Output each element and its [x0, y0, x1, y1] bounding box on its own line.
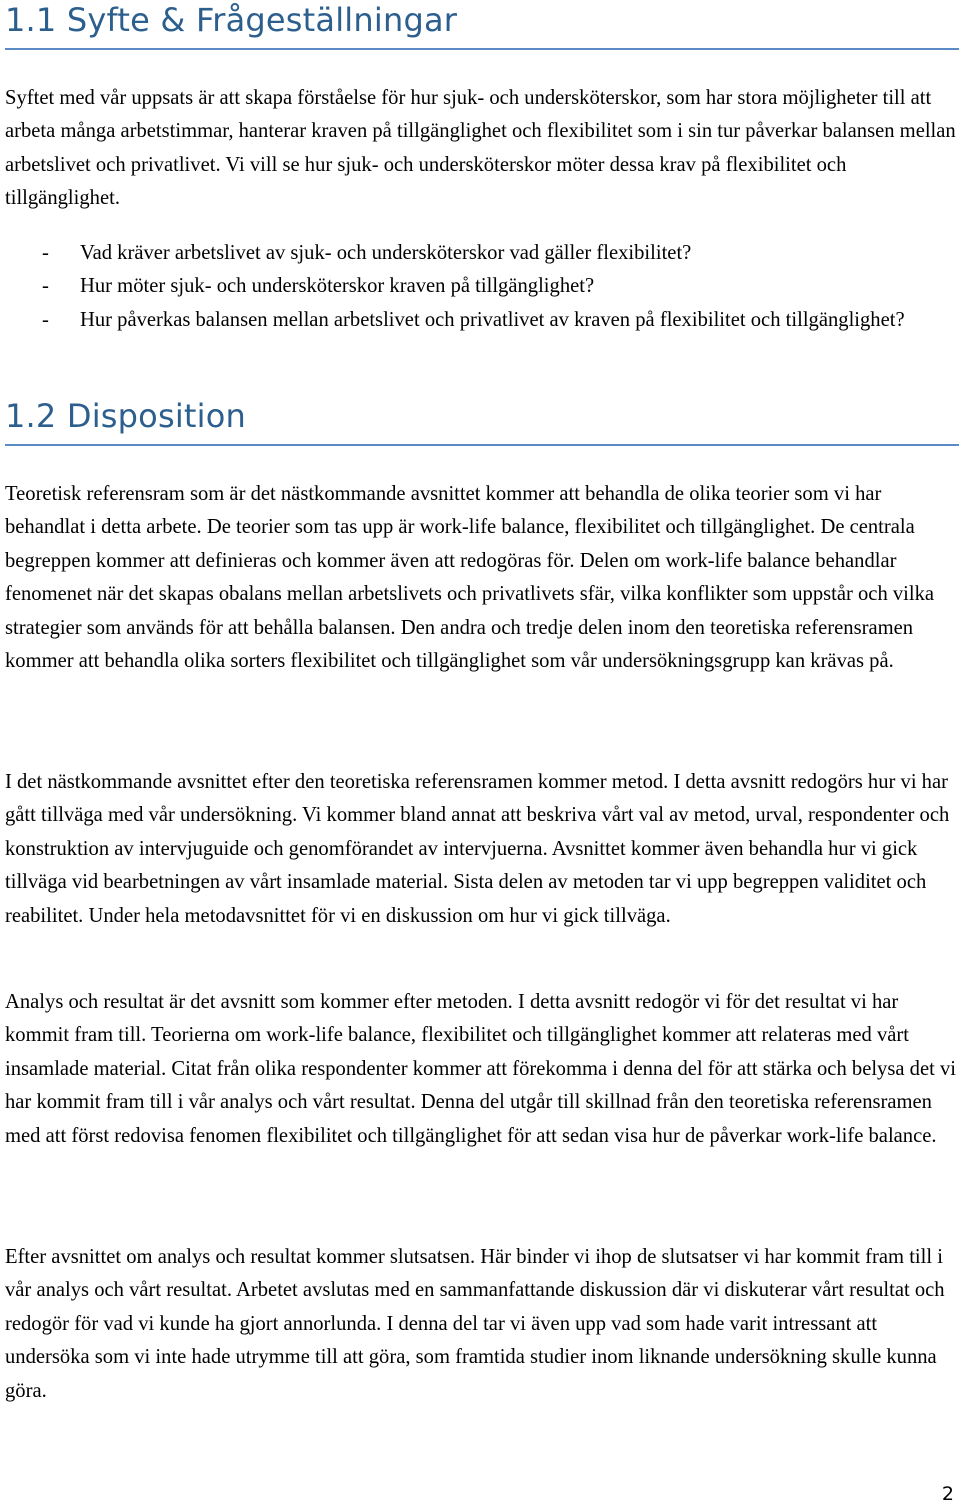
list-dash-marker: -: [42, 308, 49, 331]
disposition-paragraph-method: I det nästkommande avsnittet efter den teoretiska referensramen kommer metod. I detta avsnitt redogörs hur vi har gått tillväga med vår undersökning. Vi kommer bland annat att beskriva vårt val av metod, urval, respondenter och konstruktion av intervjuguide och genomförandet av intervjuerna. Avsnittet kommer även behandla hur vi gick tillväga vid bearbetningen av vårt insamlade material. Sista delen av metoden tar vi upp begreppen validitet och reabilitet. Under hela metodavsnittet för vi en diskussion om hur vi gick tillväga.: [5, 771, 950, 927]
disposition-paragraph-analysis: Analys och resultat är det avsnitt som kommer efter metoden. I detta avsnitt redogör vi för det resultat vi har kommit fram till. Teorierna om work-life balance, flexibilitet och tillgänglighet kommer att relateras med vårt insamlade material. Citat från olika respondenter kommer att förekomma i denna del för att stärka och belysa det vi har kommit fram till i vår analys och vårt resultat. Denna del utgår till skillnad från den teoretiska referensramen med att först redovisa fenomen flexibilitet och tillgänglighet för att sedan visa hur de påverkar work-life balance.: [5, 991, 956, 1147]
purpose-paragraph: Syftet med vår uppsats är att skapa förståelse för hur sjuk- och undersköterskor, som har stora möjligheter till att arbeta många arbetstimmar, hanterar kraven på tillgänglighet och flexibilitet som i sin tur påverkar balansen mellan arbetslivet och privatlivet. Vi vill se hur sjuk- och undersköterskor möter dessa krav på flexibilitet och tillgänglighet.: [5, 87, 956, 210]
research-question: [5, 237, 945, 270]
research-question-text: Hur möter sjuk- och undersköterskor kraven på tillgänglighet?: [80, 275, 595, 298]
disposition-paragraph-theory: Teoretisk referensram som är det nästkommande avsnittet kommer att behandla de olika teorier som vi har behandlat i detta arbete. De teorier som tas upp är work-life balance, flexibilitet och tillgänglighet. De centrala begreppen kommer att definieras och kommer även att redogöras för. Delen om work-life balance behandlar fenomenet när det skapas obalans mellan arbetslivets och privatlivets sfär, vilka konflikter som uppstår och vilka strategier som används för att behålla balansen. Den andra och tredje delen inom den teoretiska referensramen kommer att behandla olika sorters flexibilitet och tillgänglighet som vår undersökningsgrupp kan krävas på.: [5, 483, 935, 673]
heading-underline-rule: [5, 48, 959, 50]
section-heading-syfte: 1.1 Syfte & Frågeställningar: [5, 1, 458, 39]
disposition-paragraph-conclusion: Efter avsnittet om analys och resultat kommer slutsatsen. Här binder vi ihop de slutsatser vi har kommit fram till i vår analys och vårt resultat. Arbetet avslutas med en sammanfattande diskussion där vi diskuterar vårt resultat och redogör för vad vi kunde ha gjort annorlunda. I denna del tar vi även upp vad som hade varit intressant att undersöka som vi inte hade utrymme till att göra, som framtida studier inom liknande undersökning skulle kunna göra.: [5, 1246, 945, 1402]
research-question-text: Vad kräver arbetslivet av sjuk- och undersköterskor vad gäller flexibilitet?: [80, 242, 692, 264]
list-dash-marker: -: [42, 242, 49, 264]
heading-underline-rule: [5, 444, 959, 446]
research-question: [5, 304, 945, 337]
research-questions-list: [5, 237, 945, 337]
research-question: [5, 270, 945, 303]
research-question-text: Hur påverkas balansen mellan arbetslivet och privatlivet av kraven på flexibilitet och tillgänglighet?: [80, 308, 905, 331]
page-number: 2: [941, 1483, 954, 1505]
list-dash-marker: -: [42, 275, 49, 298]
section-heading-disposition: 1.2 Disposition: [5, 397, 247, 435]
